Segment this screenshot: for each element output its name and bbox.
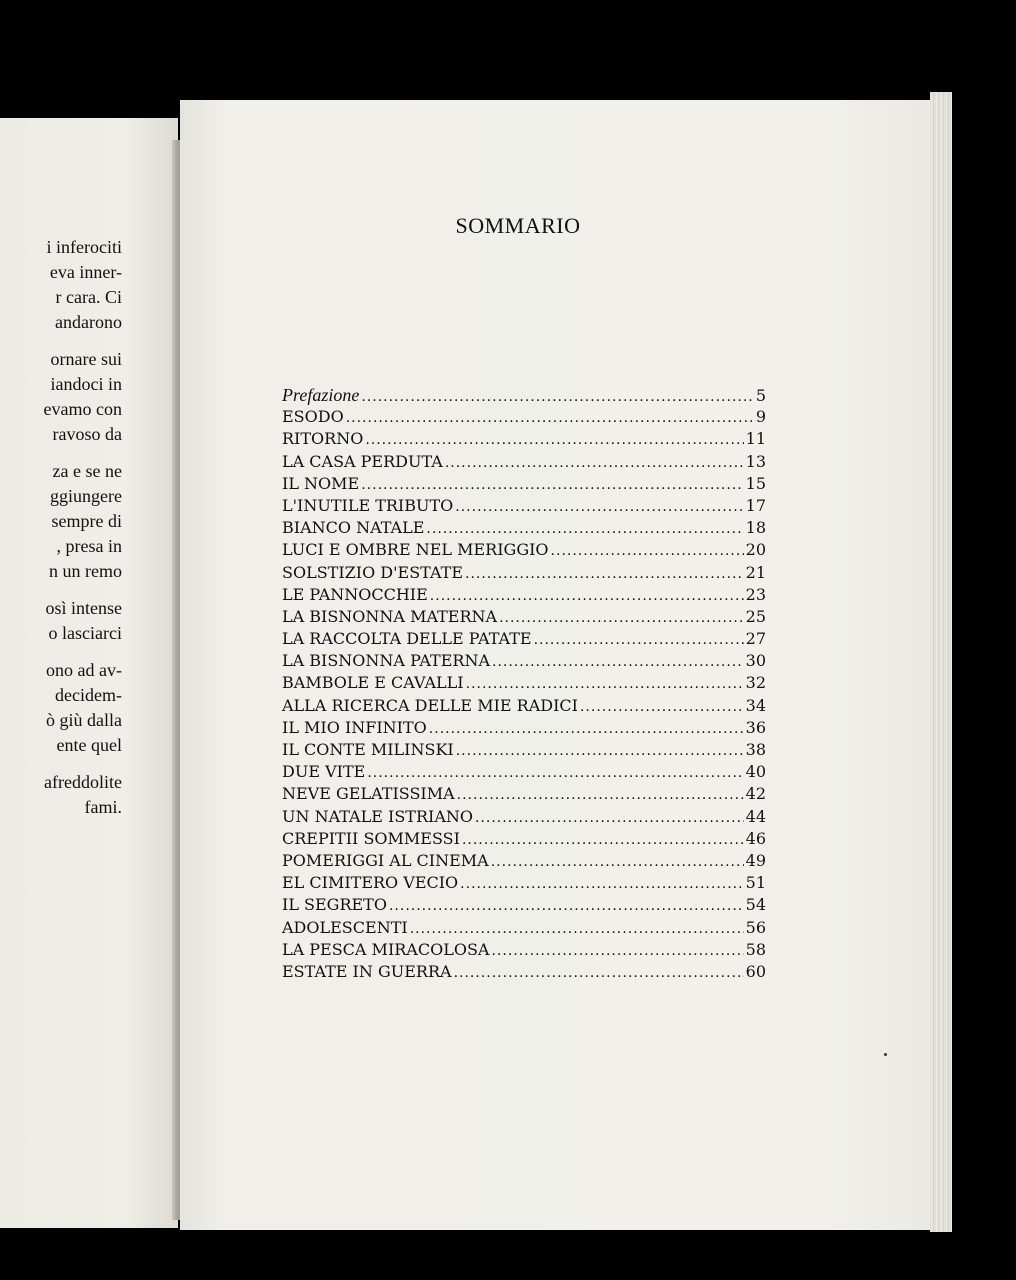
toc-entry — [282, 761, 766, 783]
left-page-line: o lasciarci — [48, 623, 122, 643]
left-page-line: eva inner- — [49, 262, 122, 282]
dot-leader — [580, 696, 744, 718]
toc-entry-title: LA PESCA MIRACOLOSA — [282, 939, 490, 959]
toc-entry — [282, 939, 766, 961]
toc-entry — [282, 872, 766, 894]
dot-leader — [367, 762, 743, 784]
toc-entry-page: 56 — [745, 917, 766, 937]
left-page-line: decidem- — [55, 685, 122, 705]
toc-entry-page: 20 — [745, 540, 766, 560]
left-page-line: afreddolite — [44, 772, 122, 792]
table-of-contents — [282, 384, 766, 983]
toc-entry — [282, 650, 766, 672]
toc-entry-title: UN NATALE ISTRIANO — [282, 806, 473, 826]
dot-leader — [462, 829, 744, 851]
left-page-line: za e se ne — [52, 461, 122, 481]
toc-entry-page: 15 — [745, 473, 766, 493]
toc-entry-page: 40 — [745, 762, 766, 782]
toc-entry — [282, 584, 766, 606]
toc-entry-page: 11 — [745, 429, 766, 449]
toc-entry — [282, 828, 766, 850]
dot-leader — [455, 496, 743, 518]
left-page-line: ono ad av- — [46, 660, 122, 680]
left-page-line: sempre di — [51, 511, 122, 531]
toc-entry-page: 30 — [745, 651, 766, 671]
toc-entry — [282, 961, 766, 983]
toc-entry — [282, 783, 766, 805]
dot-leader — [465, 563, 744, 585]
left-page-line: i inferociti — [46, 237, 122, 257]
toc-entry-title: Prefazione — [282, 385, 360, 405]
toc-entry — [282, 606, 766, 628]
toc-entry — [282, 473, 766, 495]
dot-leader — [361, 474, 743, 496]
toc-entry-title: BIANCO NATALE — [282, 518, 425, 538]
dot-leader — [430, 585, 744, 607]
left-page-line: , presa in — [56, 536, 122, 556]
toc-entry-title: DUE VITE — [282, 762, 366, 782]
toc-entry-page: 51 — [745, 873, 766, 893]
toc-entry-title: IL MIO INFINITO — [282, 717, 427, 737]
toc-entry-page: 21 — [745, 562, 766, 582]
dot-leader — [499, 607, 744, 629]
dot-leader — [491, 940, 743, 962]
toc-entry-title: ESTATE IN GUERRA — [282, 961, 452, 981]
toc-entry-page: 36 — [745, 717, 766, 737]
left-page-line: ggiungere — [50, 486, 122, 506]
toc-entry-title: LA RACCOLTA DELLE PATATE — [282, 629, 532, 649]
toc-entry-title: SOLSTIZIO D'ESTATE — [282, 562, 463, 582]
dot-leader — [410, 918, 744, 940]
toc-entry-page: 18 — [745, 518, 766, 538]
toc-entry-title: NEVE GELATISSIMA — [282, 784, 455, 804]
toc-entry — [282, 628, 766, 650]
toc-entry-page: 38 — [745, 740, 766, 759]
dot-leader — [534, 629, 744, 651]
toc-entry-page: 5 — [755, 386, 766, 405]
dot-leader — [475, 807, 744, 829]
toc-entry — [282, 917, 766, 939]
dot-leader — [346, 407, 754, 429]
toc-entry — [282, 695, 766, 717]
toc-entry-title: BAMBOLE E CAVALLI — [282, 673, 464, 693]
left-page-line: r cara. Ci — [55, 287, 122, 307]
toc-entry-page: 34 — [745, 695, 766, 715]
toc-entry-page: 44 — [745, 806, 766, 826]
toc-entry-page: 42 — [745, 784, 766, 804]
left-page-line: n un remo — [49, 561, 122, 581]
toc-entry-title: LE PANNOCCHIE — [282, 584, 428, 604]
toc-entry-page: 60 — [745, 961, 766, 981]
toc-entry-title: ESODO — [282, 407, 344, 427]
dot-leader — [361, 386, 753, 408]
page-title: SOMMARIO — [455, 213, 581, 238]
toc-entry — [282, 539, 766, 561]
toc-entry — [282, 739, 766, 761]
dot-leader — [426, 518, 743, 540]
left-page-line: ravoso da — [52, 424, 122, 444]
dot-leader — [491, 851, 744, 873]
left-page-line: ò giù dalla — [46, 710, 122, 730]
dot-leader — [454, 962, 744, 984]
toc-entry-page: 49 — [745, 850, 766, 870]
toc-entry-page: 58 — [745, 939, 766, 959]
toc-entry — [282, 717, 766, 739]
toc-entry-title: ADOLESCENTI — [282, 917, 408, 937]
toc-entry-title: IL NOME — [282, 473, 360, 493]
left-page-line: fami. — [84, 797, 122, 817]
dot-leader — [365, 429, 743, 451]
dot-leader — [551, 540, 744, 562]
left-page-line: ente quel — [56, 735, 122, 755]
left-page-line: ornare sui — [50, 349, 122, 369]
dot-leader — [466, 673, 744, 695]
left-page-line: evamo con — [43, 399, 122, 419]
toc-entry — [282, 495, 766, 517]
toc-entry-page: 25 — [745, 606, 766, 626]
page-edges — [930, 92, 952, 1232]
toc-entry-page: 23 — [745, 584, 766, 604]
toc-entry — [282, 517, 766, 539]
toc-entry-title: RITORNO — [282, 429, 364, 449]
toc-entry-title: L'INUTILE TRIBUTO — [282, 495, 454, 515]
left-page-line: iandoci in — [50, 374, 122, 394]
dot-leader — [460, 873, 743, 895]
toc-entry-page: 54 — [745, 895, 766, 915]
toc-entry-page: 27 — [745, 629, 766, 649]
toc-entry-page: 13 — [745, 451, 766, 471]
toc-entry — [282, 850, 766, 872]
left-page-line: andarono — [55, 312, 122, 332]
toc-entry — [282, 562, 766, 584]
toc-entry-page: 17 — [745, 495, 766, 515]
left-page-line: osì intense — [45, 598, 122, 618]
toc-entry — [282, 806, 766, 828]
left-page-text — [0, 118, 122, 818]
toc-entry-title: CREPITII SOMMESSI — [282, 828, 460, 848]
toc-entry-title: IL SEGRETO — [282, 895, 387, 915]
dot-leader — [445, 452, 744, 474]
toc-entry — [282, 428, 766, 450]
toc-entry-page: 32 — [745, 673, 766, 693]
dot-leader — [492, 651, 744, 673]
toc-entry-title: POMERIGGI AL CINEMA — [282, 850, 489, 870]
dot-leader — [456, 740, 744, 762]
toc-entry — [282, 384, 766, 406]
toc-entry-title: ALLA RICERCA DELLE MIE RADICI — [282, 695, 578, 715]
toc-entry — [282, 894, 766, 916]
dot-leader — [389, 895, 744, 917]
toc-entry-title: LUCI E OMBRE NEL MERIGGIO — [282, 540, 549, 560]
toc-entry-title: LA BISNONNA MATERNA — [282, 606, 498, 626]
toc-entry — [282, 672, 766, 694]
toc-entry-title: EL CIMITERO VECIO — [282, 873, 459, 893]
toc-entry — [282, 451, 766, 473]
toc-entry-title: LA BISNONNA PATERNA — [282, 651, 490, 671]
dot-leader — [457, 784, 744, 806]
toc-entry — [282, 406, 766, 428]
dot-leader — [429, 718, 744, 740]
toc-entry-page: 46 — [745, 828, 766, 848]
toc-entry-title: LA CASA PERDUTA — [282, 451, 443, 471]
paper-speck — [884, 1053, 887, 1056]
toc-entry-title: IL CONTE MILINSKI — [282, 740, 454, 759]
toc-entry-page: 9 — [755, 407, 766, 427]
